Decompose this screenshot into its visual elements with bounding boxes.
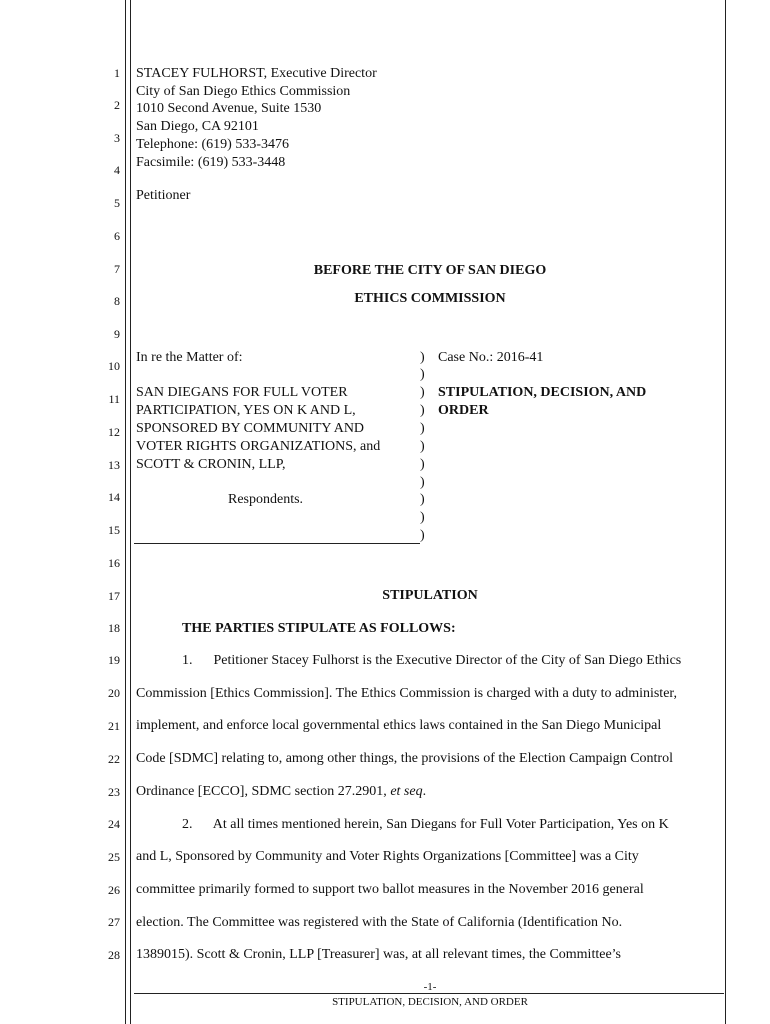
line-number: 11 bbox=[108, 392, 120, 406]
line-number: 21 bbox=[108, 719, 120, 733]
line-number: 1 bbox=[114, 66, 120, 80]
caption-paren: ) bbox=[420, 421, 425, 436]
line-number: 9 bbox=[114, 327, 120, 341]
document-title-line-2: ORDER bbox=[438, 403, 489, 418]
right-margin-rule bbox=[725, 0, 726, 1024]
caption-paren: ) bbox=[420, 350, 425, 365]
respondent-party: SCOTT & CRONIN, LLP, bbox=[136, 457, 286, 472]
paragraph-2-line: 1389015). Scott & Cronin, LLP [Treasurer] was, at all relevant times, the Committee’s bbox=[136, 947, 621, 962]
paragraph-2-line: and L, Sponsored by Community and Voter Rights Organizations [Committee] was a City bbox=[136, 849, 639, 864]
line-number: 4 bbox=[114, 163, 120, 177]
petitioner-facsimile: Facsimile: (619) 533-3448 bbox=[136, 155, 286, 170]
paragraph-1-line: Commission [Ethics Commission]. The Ethics Commission is charged with a duty to administer, bbox=[136, 686, 678, 701]
court-title-line-2: ETHICS COMMISSION bbox=[354, 291, 506, 306]
line-number: 15 bbox=[108, 523, 120, 537]
paragraph-2-line: 2. At all times mentioned herein, San Diegans for Full Voter Participation, Yes on K bbox=[182, 817, 669, 832]
caption-paren: ) bbox=[420, 439, 425, 454]
caption-paren: ) bbox=[420, 492, 425, 507]
line-number: 27 bbox=[108, 915, 120, 929]
paragraph-1-line: implement, and enforce local governmental ethics laws contained in the San Diego Municipal bbox=[136, 718, 662, 733]
petitioner-address: 1010 Second Avenue, Suite 1530 bbox=[136, 101, 322, 116]
respondent-party: PARTICIPATION, YES ON K AND L, bbox=[136, 403, 356, 418]
respondent-party: SAN DIEGANS FOR FULL VOTER bbox=[136, 385, 348, 400]
line-number: 25 bbox=[108, 850, 120, 864]
petitioner-name: STACEY FULHORST, Executive Director bbox=[136, 66, 377, 81]
respondent-party: VOTER RIGHTS ORGANIZATIONS, and bbox=[136, 439, 381, 454]
section-subheading: THE PARTIES STIPULATE AS FOLLOWS: bbox=[182, 621, 456, 636]
document-title-line-1: STIPULATION, DECISION, AND bbox=[438, 385, 647, 400]
line-number: 28 bbox=[108, 948, 120, 962]
line-number: 8 bbox=[114, 294, 120, 308]
petitioner-org: City of San Diego Ethics Commission bbox=[136, 84, 351, 99]
footer-rule bbox=[134, 993, 724, 994]
paragraph-2-line: committee primarily formed to support two ballot measures in the November 2016 general bbox=[136, 882, 644, 897]
court-title-line-1: BEFORE THE CITY OF SAN DIEGO bbox=[313, 263, 547, 278]
line-number: 24 bbox=[108, 817, 120, 831]
case-number: Case No.: 2016-41 bbox=[438, 350, 544, 365]
paragraph-1-period: . bbox=[422, 784, 427, 799]
paragraph-2-line: election. The Committee was registered with the State of California (Identification No. bbox=[136, 915, 623, 930]
line-number: 13 bbox=[108, 458, 120, 472]
caption-paren: ) bbox=[420, 403, 425, 418]
paragraph-1-line: 1. Petitioner Stacey Fulhorst is the Executive Director of the City of San Diego Ethics bbox=[182, 653, 682, 668]
line-number: 23 bbox=[108, 785, 120, 799]
section-heading: STIPULATION bbox=[382, 588, 478, 603]
line-number: 18 bbox=[108, 621, 120, 635]
line-number: 22 bbox=[108, 752, 120, 766]
caption-paren: ) bbox=[420, 385, 425, 400]
left-margin-rule-inner bbox=[130, 0, 131, 1024]
paragraph-1-line: Code [SDMC] relating to, among other things, the provisions of the Election Campaign Control bbox=[136, 751, 673, 766]
left-margin-rule-outer bbox=[125, 0, 126, 1024]
footer-title: STIPULATION, DECISION, AND ORDER bbox=[332, 996, 528, 1008]
line-number: 12 bbox=[108, 425, 120, 439]
line-number: 3 bbox=[114, 131, 120, 145]
line-number: 10 bbox=[108, 359, 120, 373]
petitioner-city: San Diego, CA 92101 bbox=[136, 119, 259, 134]
line-number: 16 bbox=[108, 556, 120, 570]
caption-paren: ) bbox=[420, 475, 425, 490]
et-seq-italic: et seq bbox=[390, 784, 423, 799]
paragraph-1-text: Ordinance [ECCO], SDMC section 27.2901, bbox=[136, 784, 391, 799]
line-number: 7 bbox=[114, 262, 120, 276]
caption-underline bbox=[134, 543, 420, 544]
line-number: 26 bbox=[108, 883, 120, 897]
line-number: 2 bbox=[114, 98, 120, 112]
page-number: -1- bbox=[423, 981, 437, 993]
line-number: 20 bbox=[108, 686, 120, 700]
caption-paren: ) bbox=[420, 367, 425, 382]
paragraph-1-line bbox=[136, 783, 426, 800]
line-number: 19 bbox=[108, 653, 120, 667]
respondent-party: SPONSORED BY COMMUNITY AND bbox=[136, 421, 365, 436]
petitioner-role: Petitioner bbox=[136, 188, 191, 203]
petitioner-telephone: Telephone: (619) 533-3476 bbox=[136, 137, 289, 152]
respondents-label: Respondents. bbox=[228, 492, 304, 507]
line-number: 17 bbox=[108, 589, 120, 603]
line-number: 6 bbox=[114, 229, 120, 243]
line-number: 5 bbox=[114, 196, 120, 210]
line-number: 14 bbox=[108, 490, 120, 504]
caption-paren: ) bbox=[420, 528, 425, 543]
caption-paren: ) bbox=[420, 457, 425, 472]
caption-paren: ) bbox=[420, 510, 425, 525]
in-re-label: In re the Matter of: bbox=[136, 350, 243, 365]
